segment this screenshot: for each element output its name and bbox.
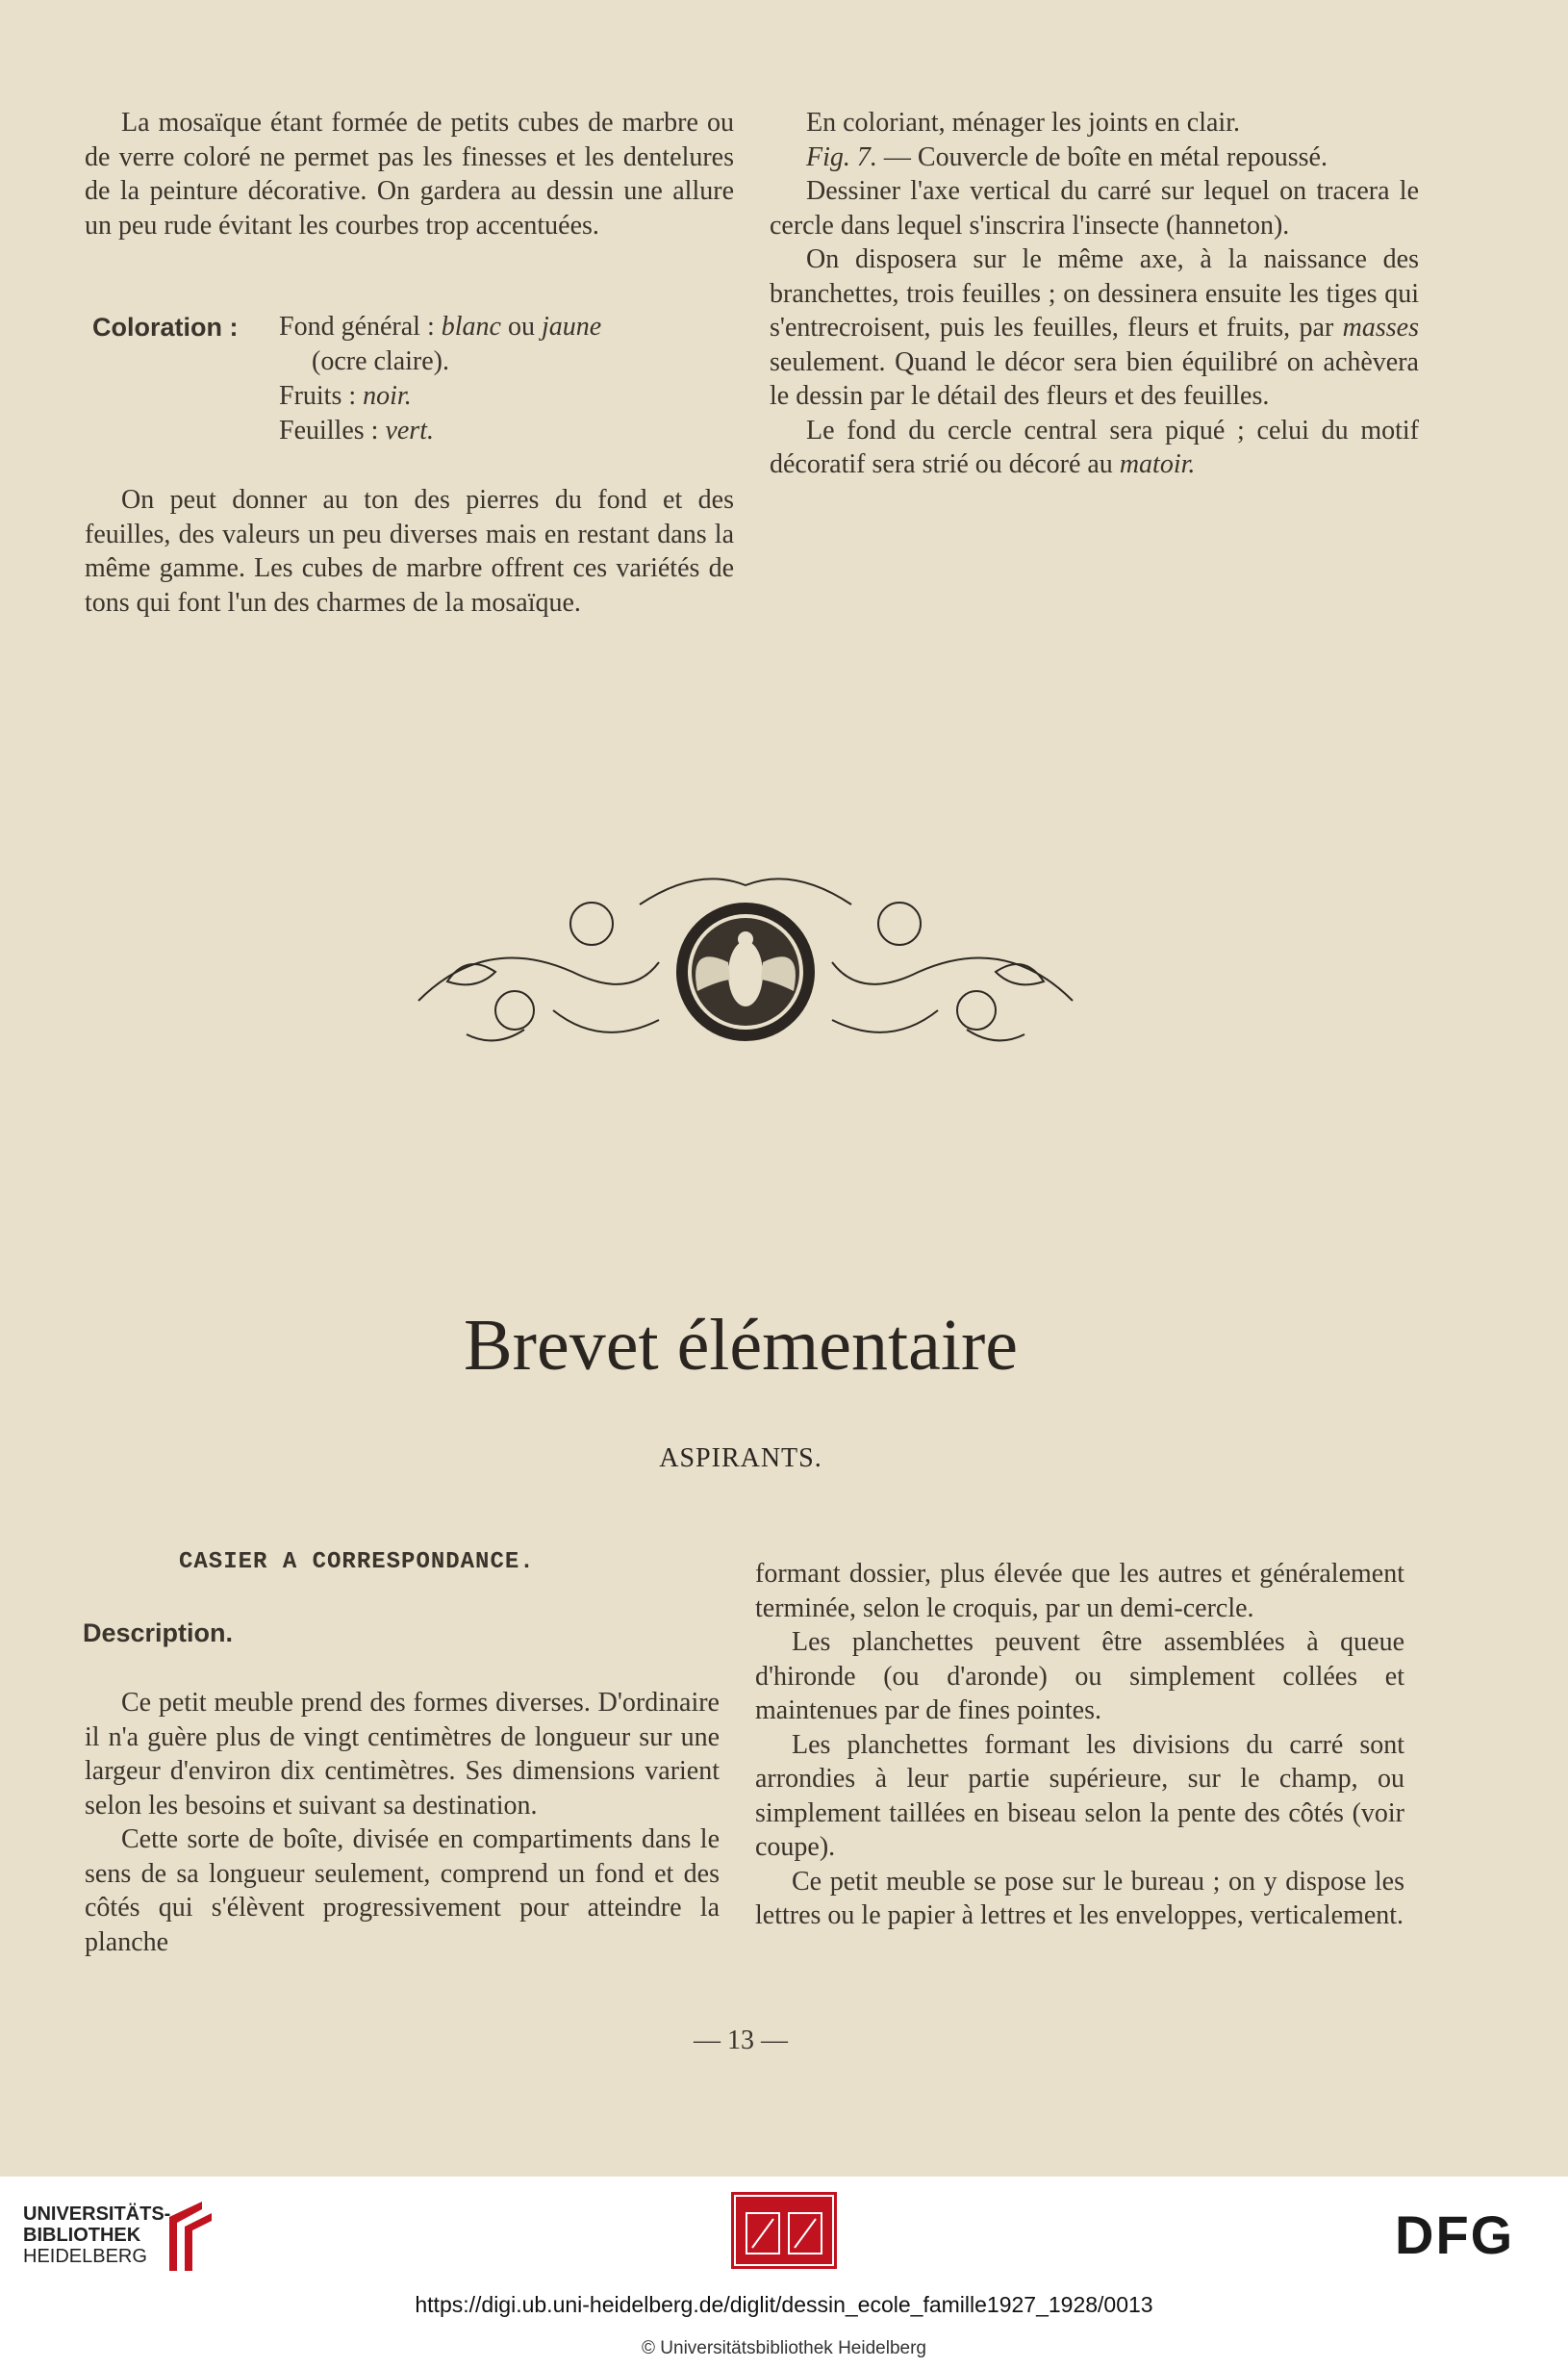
- paragraph: Fig. 7. — Couvercle de boîte en métal repoussé.: [806, 141, 1328, 172]
- coloration-line: Fond général : blanc ou jaune: [279, 312, 602, 342]
- paragraph: La mosaïque étant formée de petits cubes de marbre ou de verre coloré ne permet pas les finesses et les dentelures de la peinture décorative. On gardera au dessin une allure un peu rude évitant les courbes trop accentuées.: [85, 108, 734, 241]
- section-subtitle: ASPIRANTS.: [659, 1443, 822, 1473]
- episteme-logo[interactable]: [731, 2192, 837, 2269]
- column-top-right: [770, 106, 1419, 482]
- paragraph: formant dossier, plus élevée que les autres et généralement terminée, selon le croquis, par un demi-cercle.: [755, 1559, 1404, 1623]
- paragraph: En coloriant, ménager les joints en clair.: [806, 108, 1240, 138]
- column-top-left-para2: [85, 483, 734, 620]
- coloration-line: Feuilles : vert.: [279, 416, 434, 446]
- column-bottom-left: [85, 1686, 720, 1959]
- paragraph: Cette sorte de boîte, divisée en compartiments dans le sens de sa longueur seulement, comprend un fond et des côtés qui s'élèvent progressivement pour atteindre la planche: [85, 1824, 720, 1957]
- paragraph: Les planchettes peuvent être assemblées à queue d'hironde (ou d'aronde) ou simplement collées et maintenues par de fines pointes.: [755, 1627, 1404, 1725]
- coloration-line: Fruits : noir.: [279, 381, 412, 411]
- episteme-icon: [731, 2192, 837, 2269]
- paragraph: On peut donner au ton des pierres du fond et des feuilles, des valeurs un peu diverses mais en restant dans la même gamme. Les cubes de marbre offrent ces variétés de tons qui font l'un des charmes de la mosaïque.: [85, 485, 734, 618]
- paragraph: Les planchettes formant les divisions du carré sont arrondies à leur partie supérieure, sur le champ, ou simplement taillées en biseau selon la pente des côtés (voir coupe).: [755, 1729, 1404, 1862]
- paragraph: Ce petit meuble prend des formes diverses. D'ordinaire il n'a guère plus de vingt centimètres de longueur sur une largeur d'environ dix centimètres. Ses dimensions varient selon les besoins et suivant sa destination.: [85, 1688, 720, 1821]
- dfg-logo[interactable]: DFG: [1395, 2204, 1515, 2265]
- coloration-line: (ocre claire).: [312, 346, 449, 376]
- description-heading: Description.: [83, 1618, 234, 1647]
- decorative-beetle-ornament: [409, 866, 1082, 1063]
- paragraph: Dessiner l'axe vertical du carré sur lequel on tracera le cercle dans lequel s'inscrira l'insecte (hanneton).: [770, 176, 1419, 241]
- section-title: Brevet élémentaire: [463, 1305, 1018, 1386]
- viewer-footer: [0, 2177, 1568, 2369]
- copyright-notice: © Universitätsbibliothek Heidelberg: [642, 2338, 926, 2358]
- subsection-heading: CASIER A CORRESPONDANCE.: [179, 1549, 535, 1575]
- paragraph: Ce petit meuble se pose sur le bureau ; on y dispose les lettres ou le papier à lettres et les enveloppes, verticalement.: [755, 1866, 1404, 1930]
- paragraph: On disposera sur le même axe, à la naissance des branchettes, trois feuilles ; on dessinera ensuite les tiges qui s'entrecroisent, puis les feuilles, fleurs et fruits, par masses seulement. Quand le décor sera bien équilibré on achèvera le dessin par le détail des fleurs et des feuilles.: [770, 244, 1419, 411]
- page-number: — 13 —: [694, 2025, 788, 2055]
- coloration-label: Coloration :: [92, 313, 239, 342]
- ub-logo-icon: [164, 2198, 217, 2275]
- column-top-left: [85, 106, 734, 242]
- permalink-url[interactable]: https://digi.ub.uni-heidelberg.de/diglit/dessin_ecole_famille1927_1928/0013: [415, 2292, 1153, 2317]
- paragraph: Le fond du cercle central sera piqué ; celui du motif décoratif sera strié ou décoré au matoir.: [770, 415, 1419, 479]
- ub-heidelberg-logo[interactable]: UNIVERSITÄTS- BIBLIOTHEK HEIDELBERG: [23, 2203, 171, 2267]
- column-bottom-right: [755, 1557, 1404, 1933]
